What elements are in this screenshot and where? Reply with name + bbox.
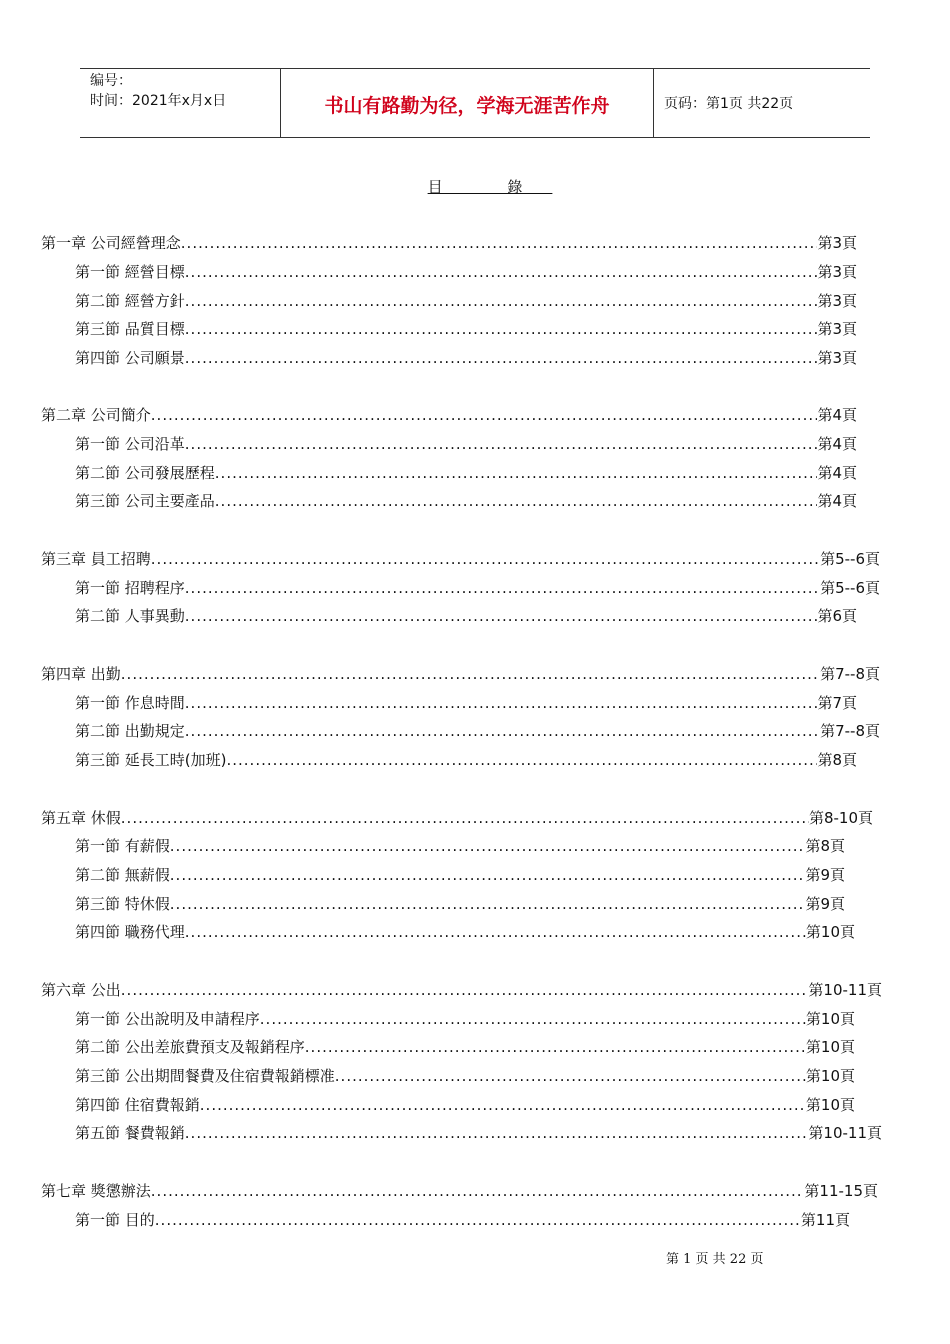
toc-entry-label: 第一節 招聘程序 — [75, 579, 185, 597]
toc-entry[interactable] — [75, 749, 857, 771]
toc-leader-dots — [185, 577, 820, 599]
toc-leader-dots — [185, 290, 818, 312]
toc-leader-dots — [185, 921, 806, 943]
toc-entry-label: 第一節 公司沿革 — [75, 435, 185, 453]
toc-entry-label: 第四節 住宿費報銷 — [75, 1096, 200, 1114]
toc-leader-dots — [185, 261, 818, 283]
toc-leader-dots — [335, 1065, 806, 1087]
toc-entry-page: 第3頁 — [817, 292, 857, 310]
toc-entry[interactable] — [75, 318, 857, 340]
toc-entry-page: 第3頁 — [817, 320, 857, 338]
toc-entry-label: 第一節 作息時間 — [75, 694, 185, 712]
toc-entry-page: 第4頁 — [817, 435, 857, 453]
toc-leader-dots — [151, 404, 818, 426]
toc-entry-label: 第五章 休假 — [41, 809, 121, 827]
toc-entry[interactable] — [41, 232, 857, 254]
toc-entry[interactable] — [75, 893, 845, 915]
toc-leader-dots — [151, 548, 820, 570]
header-page-cell — [654, 69, 870, 137]
toc-leader-dots — [185, 605, 818, 627]
toc-entry-label: 第三節 公司主要產品 — [75, 492, 215, 510]
toc-entry[interactable] — [41, 548, 880, 570]
toc-entry-label: 第二章 公司簡介 — [41, 406, 151, 424]
toc-entry-page: 第10頁 — [805, 1010, 855, 1028]
toc-entry[interactable] — [75, 692, 857, 714]
toc-entry-page: 第3頁 — [817, 234, 857, 252]
toc-entry-label: 第六章 公出 — [41, 981, 121, 999]
toc-entry[interactable] — [75, 433, 857, 455]
toc-entry-page: 第4頁 — [817, 406, 857, 424]
toc-entry-page: 第7頁 — [817, 694, 857, 712]
header-motto-cell — [281, 69, 654, 137]
toc-entry[interactable] — [75, 1094, 855, 1116]
toc-leader-dots — [181, 232, 818, 254]
toc-entry-label: 第三節 公出期間餐費及住宿費報銷標准 — [75, 1067, 335, 1085]
toc-leader-dots — [226, 749, 817, 771]
toc-leader-dots — [305, 1036, 806, 1058]
toc-entry[interactable] — [75, 864, 845, 886]
toc-entry-page: 第4頁 — [817, 464, 857, 482]
toc-entry[interactable] — [75, 1122, 882, 1144]
toc-leader-dots — [200, 1094, 806, 1116]
toc-entry[interactable] — [75, 835, 845, 857]
toc-entry[interactable] — [75, 921, 855, 943]
toc-entry[interactable] — [41, 404, 857, 426]
toc-entry-page: 第10頁 — [805, 923, 855, 941]
toc-entry-page: 第9頁 — [805, 895, 845, 913]
toc-leader-dots — [170, 893, 806, 915]
toc-leader-dots — [215, 462, 818, 484]
toc-entry-page: 第4頁 — [817, 492, 857, 510]
toc-entry-label: 第三章 員工招聘 — [41, 550, 151, 568]
toc-entry-label: 第三節 特休假 — [75, 895, 170, 913]
toc-entry[interactable] — [41, 663, 880, 685]
toc-entry-label: 第二節 人事異動 — [75, 607, 185, 625]
toc-entry-page: 第8-10頁 — [808, 809, 873, 827]
toc-entry[interactable] — [75, 290, 857, 312]
document-header — [80, 68, 870, 138]
toc-leader-dots — [121, 979, 809, 1001]
toc-leader-dots — [260, 1008, 806, 1030]
toc-entry-page: 第6頁 — [817, 607, 857, 625]
toc-entry[interactable] — [75, 1036, 855, 1058]
toc-entry[interactable] — [75, 261, 857, 283]
toc-entry-page: 第8頁 — [817, 751, 857, 769]
toc-entry-label: 第一節 有薪假 — [75, 837, 170, 855]
toc-entry[interactable] — [75, 605, 857, 627]
toc-entry-page: 第8頁 — [805, 837, 845, 855]
toc-entry-label: 第二節 公出差旅費預支及報銷程序 — [75, 1038, 305, 1056]
toc-leader-dots — [185, 318, 818, 340]
toc-leader-dots — [185, 433, 818, 455]
toc-entry-page: 第7--8頁 — [820, 722, 880, 740]
toc-entry[interactable] — [41, 807, 873, 829]
toc-entry-page: 第9頁 — [805, 866, 845, 884]
toc-leader-dots — [185, 347, 818, 369]
toc-entry-page: 第11頁 — [800, 1211, 850, 1229]
toc-leader-dots — [215, 490, 818, 512]
toc-leader-dots — [170, 835, 806, 857]
toc-entry[interactable] — [41, 1180, 878, 1202]
toc-entry-page: 第3頁 — [817, 349, 857, 367]
toc-entry-page: 第10頁 — [805, 1038, 855, 1056]
toc-entry-label: 第四章 出勤 — [41, 665, 121, 683]
toc-entry-label: 第一節 公出說明及申請程序 — [75, 1010, 260, 1028]
toc-entry-label: 第一章 公司經營理念 — [41, 234, 181, 252]
toc-title — [0, 176, 950, 197]
toc-entry-page: 第10頁 — [805, 1096, 855, 1114]
toc-entry-page: 第5--6頁 — [820, 579, 880, 597]
toc-leader-dots — [121, 663, 820, 685]
toc-entry-page: 第5--6頁 — [820, 550, 880, 568]
toc-leader-dots — [185, 1122, 809, 1144]
page-footer: 第 1 页 共 22 页 — [666, 1252, 764, 1267]
toc-title-text: 目 錄 — [427, 178, 553, 196]
toc-entry-label: 第五節 餐費報銷 — [75, 1124, 185, 1142]
toc-entry[interactable] — [75, 577, 880, 599]
toc-leader-dots — [121, 807, 809, 829]
toc-entry-page: 第10-11頁 — [808, 1124, 882, 1142]
toc-entry-label: 第二節 公司發展歷程 — [75, 464, 215, 482]
toc-leader-dots — [185, 692, 818, 714]
toc-leader-dots — [155, 1209, 801, 1231]
toc-entry[interactable] — [75, 1209, 850, 1231]
toc-entry-label: 第三節 延長工時(加班) — [75, 751, 227, 769]
toc-entry[interactable] — [41, 979, 882, 1001]
toc-entry-label: 第二節 經營方針 — [75, 292, 185, 310]
page-info: 页码：第1页 共22页 — [664, 96, 794, 112]
toc-leader-dots — [170, 864, 806, 886]
number-label: 编号： — [90, 73, 132, 89]
toc-entry[interactable] — [75, 720, 880, 742]
time-label: 时间：2021年x月x日 — [90, 93, 227, 109]
toc-entry[interactable] — [75, 490, 857, 512]
toc-entry-label: 第二節 無薪假 — [75, 866, 170, 884]
toc-entry-label: 第一節 目的 — [75, 1211, 155, 1229]
toc-entry-label: 第二節 出勤規定 — [75, 722, 185, 740]
header-meta-cell — [80, 69, 281, 137]
toc-leader-dots — [185, 720, 820, 742]
toc-entry-page: 第7--8頁 — [820, 665, 880, 683]
toc-entry-label: 第七章 獎懲辦法 — [41, 1182, 151, 1200]
toc-entry[interactable] — [75, 1008, 855, 1030]
toc-entry-label: 第四節 公司願景 — [75, 349, 185, 367]
toc-leader-dots — [151, 1180, 805, 1202]
toc-entry-page: 第10-11頁 — [808, 981, 882, 999]
toc-entry-page: 第11-15頁 — [804, 1182, 878, 1200]
motto-text: 书山有路勤为径，学海无涯苦作舟 — [324, 95, 610, 117]
toc-entry-page: 第3頁 — [817, 263, 857, 281]
toc-entry-page: 第10頁 — [805, 1067, 855, 1085]
toc-entry[interactable] — [75, 1065, 855, 1087]
toc-entry-label: 第四節 職務代理 — [75, 923, 185, 941]
toc-entry-label: 第一節 經營目標 — [75, 263, 185, 281]
toc-entry-label: 第三節 品質目標 — [75, 320, 185, 338]
toc-entry[interactable] — [75, 462, 857, 484]
toc-entry[interactable] — [75, 347, 857, 369]
